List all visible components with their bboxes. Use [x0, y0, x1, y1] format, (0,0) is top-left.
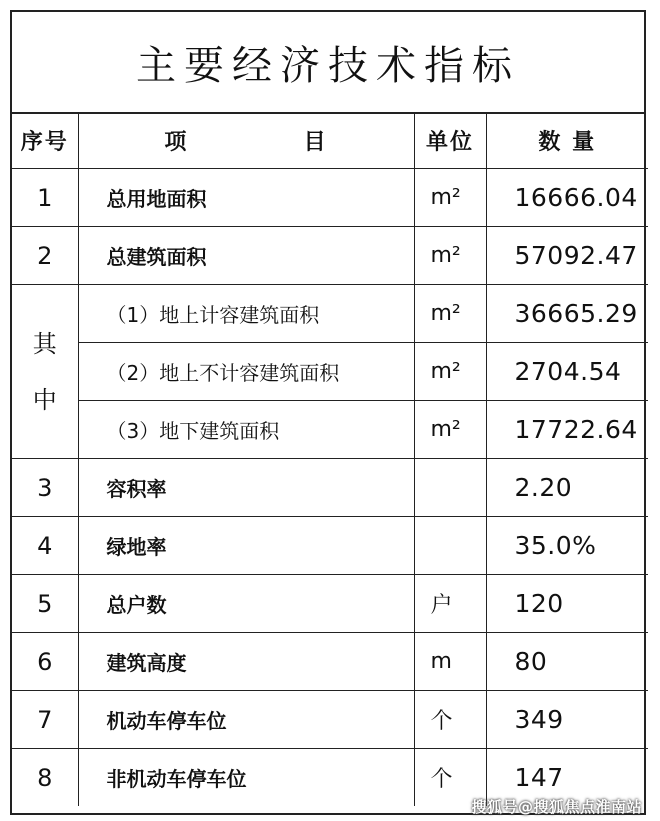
row-unit: 个	[414, 691, 486, 749]
group-label-top: 其	[32, 329, 57, 358]
row-unit: m²	[414, 169, 486, 227]
row-unit: m²	[414, 227, 486, 285]
row-item: 容积率	[78, 459, 414, 517]
row-unit: m²	[414, 285, 486, 343]
row-no: 4	[12, 517, 78, 575]
row-unit: 个	[414, 749, 486, 807]
row-value: 35.0%	[486, 517, 648, 575]
row-no: 2	[12, 227, 78, 285]
row-value: 349	[486, 691, 648, 749]
header-item-b: 目	[303, 129, 328, 155]
header-no: 序号	[12, 112, 78, 169]
row-value: 57092.47	[486, 227, 648, 285]
table-row	[12, 227, 648, 285]
header-unit: 单位	[414, 112, 486, 169]
row-unit: m²	[414, 401, 486, 459]
header-item-a: 项	[164, 129, 189, 155]
header-value: 数 量	[486, 112, 648, 169]
row-value: 17722.64	[486, 401, 648, 459]
row-value: 16666.04	[486, 169, 648, 227]
row-unit: 户	[414, 575, 486, 633]
table-row	[12, 575, 648, 633]
row-item: 非机动车停车位	[78, 749, 414, 807]
table-row	[12, 343, 648, 401]
table-row	[12, 517, 648, 575]
watermark: 搜狐号@搜狐焦点淮南站	[471, 798, 642, 816]
header-item	[78, 112, 414, 169]
row-value: 2.20	[486, 459, 648, 517]
row-item: 总用地面积	[78, 169, 414, 227]
header-row	[12, 112, 648, 169]
row-item: 绿地率	[78, 517, 414, 575]
row-value: 120	[486, 575, 648, 633]
row-no: 5	[12, 575, 78, 633]
row-unit: m	[414, 633, 486, 691]
table-row	[12, 459, 648, 517]
row-value: 147	[486, 749, 648, 807]
row-value: 80	[486, 633, 648, 691]
row-unit	[414, 517, 486, 575]
group-label-bottom: 中	[32, 385, 57, 414]
indicator-sheet	[10, 10, 646, 815]
row-item: （2）地上不计容建筑面积	[78, 343, 414, 401]
row-item: （1）地上计容建筑面积	[78, 285, 414, 343]
row-item: 建筑高度	[78, 633, 414, 691]
row-item: （3）地下建筑面积	[78, 401, 414, 459]
table-row	[12, 691, 648, 749]
row-no: 7	[12, 691, 78, 749]
indicator-table	[12, 112, 648, 806]
row-no: 3	[12, 459, 78, 517]
sheet-title: 主要经济技术指标	[12, 12, 644, 114]
row-unit: m²	[414, 343, 486, 401]
row-unit	[414, 459, 486, 517]
row-item: 总建筑面积	[78, 227, 414, 285]
table-row	[12, 633, 648, 691]
row-value: 36665.29	[486, 285, 648, 343]
row-no: 1	[12, 169, 78, 227]
row-value: 2704.54	[486, 343, 648, 401]
row-item: 机动车停车位	[78, 691, 414, 749]
row-no: 6	[12, 633, 78, 691]
row-item: 总户数	[78, 575, 414, 633]
table-row	[12, 169, 648, 227]
row-no: 8	[12, 749, 78, 807]
table-row	[12, 401, 648, 459]
group-label	[12, 285, 78, 459]
table-row	[12, 285, 648, 343]
